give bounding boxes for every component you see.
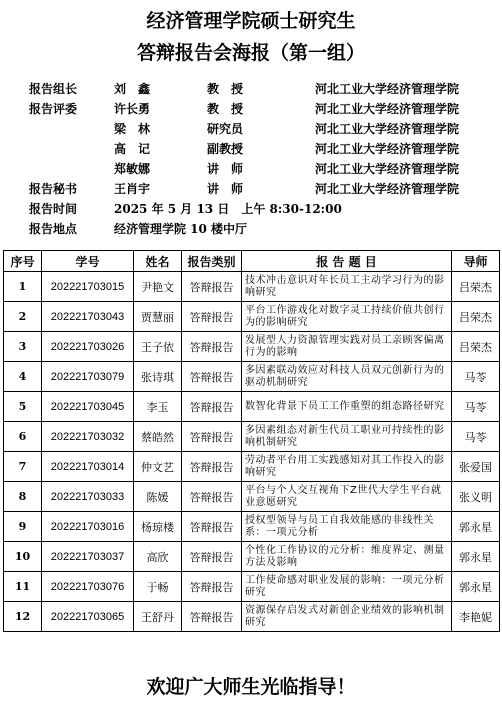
report-topic: 多因素组态对新生代员工职业可持续性的影响机制研究 — [242, 422, 452, 452]
row-number: 10 — [4, 542, 42, 572]
tutor-name: 马苓 — [452, 362, 500, 392]
time-value: 2025 年 5 月 13 日 上午 8:30-12:00 — [114, 202, 342, 216]
table-row — [4, 272, 500, 302]
table-row — [4, 512, 500, 542]
student-id: 202221703043 — [42, 302, 134, 332]
tutor-name: 马苓 — [452, 422, 500, 452]
leader-title: 教 授 — [207, 82, 244, 96]
table-row — [4, 602, 500, 632]
secretary-label: 报告秘书 — [29, 182, 78, 196]
tutor-name: 李艳妮 — [452, 602, 500, 632]
tutor-name: 吕荣杰 — [452, 302, 500, 332]
row-number: 4 — [4, 362, 42, 392]
tutor-name: 张爱国 — [452, 452, 500, 482]
report-type: 答辩报告 — [182, 302, 242, 332]
student-id: 202221703076 — [42, 572, 134, 602]
student-id: 202221703033 — [42, 482, 134, 512]
tutor-name: 郭永星 — [452, 512, 500, 542]
reviewer-row — [29, 138, 489, 158]
student-name: 李玉 — [134, 392, 182, 422]
time-row — [29, 198, 489, 218]
report-topic: 授权型领导与员工自我效能感的非线性关系：一项元分析 — [242, 512, 452, 542]
table-row — [4, 362, 500, 392]
report-type: 答辩报告 — [182, 452, 242, 482]
row-number: 7 — [4, 452, 42, 482]
student-name: 杨琼楼 — [134, 512, 182, 542]
poster-title: 经济管理学院硕士研究生 — [146, 10, 356, 32]
report-topic: 数智化背景下员工工作重塑的组态路径研究 — [242, 392, 452, 422]
reviewers-label: 报告评委 — [29, 102, 78, 116]
table-row — [4, 452, 500, 482]
row-number: 6 — [4, 422, 42, 452]
report-type: 答辩报告 — [182, 542, 242, 572]
report-type: 答辩报告 — [182, 362, 242, 392]
student-id: 202221703014 — [42, 452, 134, 482]
table-row — [4, 482, 500, 512]
location-row — [29, 218, 489, 238]
student-name: 陈媛 — [134, 482, 182, 512]
tutor-name: 吕荣杰 — [452, 332, 500, 362]
row-number: 1 — [4, 272, 42, 302]
report-topic: 个性化工作协议的元分析：维度界定、测量方法及影响 — [242, 542, 452, 572]
report-topic: 劳动者平台用工实践感知对其工作投入的影响研究 — [242, 452, 452, 482]
col-header-type: 报告类别 — [182, 251, 242, 272]
row-number: 2 — [4, 302, 42, 332]
welcome-footer: 欢迎广大师生光临指导！ — [146, 676, 356, 698]
report-topic: 平台与个人交互视角下Z世代大学生平台就业意愿研究 — [242, 482, 452, 512]
reviewer-name: 高 记 — [114, 142, 151, 156]
table-row — [4, 332, 500, 362]
student-name: 贾慧丽 — [134, 302, 182, 332]
report-type: 答辩报告 — [182, 512, 242, 542]
row-number: 11 — [4, 572, 42, 602]
col-header-id: 学号 — [42, 251, 134, 272]
secretary-org: 河北工业大学经济管理学院 — [315, 182, 460, 196]
leader-org: 河北工业大学经济管理学院 — [315, 82, 460, 96]
table-row — [4, 542, 500, 572]
location-label: 报告地点 — [29, 222, 78, 236]
student-id: 202221703037 — [42, 542, 134, 572]
student-id: 202221703026 — [42, 332, 134, 362]
col-header-name: 姓名 — [134, 251, 182, 272]
report-topic: 平台工作游戏化对数字灵工持续价值共创行为的影响研究 — [242, 302, 452, 332]
student-id: 202221703045 — [42, 392, 134, 422]
student-id: 202221703079 — [42, 362, 134, 392]
student-name: 张诗琪 — [134, 362, 182, 392]
student-id: 202221703032 — [42, 422, 134, 452]
reviewer-title: 讲 师 — [207, 162, 244, 176]
student-id: 202221703015 — [42, 272, 134, 302]
table-row — [4, 392, 500, 422]
tutor-name: 张义明 — [452, 482, 500, 512]
reviewer-title: 研究员 — [207, 122, 244, 136]
report-topic: 技术冲击意识对年长员工主动学习行为的影响研究 — [242, 272, 452, 302]
secretary-title: 讲 师 — [207, 182, 244, 196]
location-value: 经济管理学院 10 楼中厅 — [114, 222, 248, 236]
report-type: 答辩报告 — [182, 602, 242, 632]
col-header-no: 序号 — [4, 251, 42, 272]
report-type: 答辩报告 — [182, 332, 242, 362]
table-header-row — [4, 251, 500, 272]
reviewer-name: 郑敏娜 — [114, 162, 151, 176]
leader-label: 报告组长 — [29, 82, 78, 96]
reviewer-name: 梁 林 — [114, 122, 151, 136]
student-id: 202221703016 — [42, 512, 134, 542]
reviewer-title: 教 授 — [207, 102, 244, 116]
schedule-table — [3, 250, 500, 632]
report-type: 答辩报告 — [182, 422, 242, 452]
row-number: 9 — [4, 512, 42, 542]
student-name: 尹艳文 — [134, 272, 182, 302]
leader-row — [29, 78, 489, 98]
reviewer-row — [29, 98, 489, 118]
reviewer-org: 河北工业大学经济管理学院 — [315, 102, 460, 116]
col-header-topic: 报 告 题 目 — [242, 251, 452, 272]
secretary-name: 王肖宇 — [114, 182, 151, 196]
table-row — [4, 422, 500, 452]
reviewer-row — [29, 158, 489, 178]
poster-subtitle: 答辩报告会海报（第一组） — [136, 42, 365, 64]
reviewer-title: 副教授 — [207, 142, 244, 156]
table-row — [4, 302, 500, 332]
reviewer-name: 许长勇 — [114, 102, 151, 116]
reviewer-org: 河北工业大学经济管理学院 — [315, 142, 460, 156]
report-type: 答辩报告 — [182, 392, 242, 422]
student-id: 202221703065 — [42, 602, 134, 632]
table-row — [4, 572, 500, 602]
report-topic: 发展型人力资源管理实践对员工亲顾客偏离行为的影响 — [242, 332, 452, 362]
report-topic: 多因素联动效应对科技人员双元创新行为的驱动机制研究 — [242, 362, 452, 392]
report-type: 答辩报告 — [182, 572, 242, 602]
student-name: 蔡皓然 — [134, 422, 182, 452]
time-label: 报告时间 — [29, 202, 78, 216]
secretary-row — [29, 178, 489, 198]
leader-name: 刘 鑫 — [114, 82, 151, 96]
student-name: 王子依 — [134, 332, 182, 362]
row-number: 12 — [4, 602, 42, 632]
row-number: 5 — [4, 392, 42, 422]
report-type: 答辩报告 — [182, 482, 242, 512]
report-type: 答辩报告 — [182, 272, 242, 302]
student-name: 于畅 — [134, 572, 182, 602]
student-name: 王舒丹 — [134, 602, 182, 632]
reviewer-row — [29, 118, 489, 138]
reviewer-org: 河北工业大学经济管理学院 — [315, 122, 460, 136]
student-name: 仲文艺 — [134, 452, 182, 482]
row-number: 8 — [4, 482, 42, 512]
committee-info — [29, 78, 489, 238]
report-topic: 资源保存启发式对新创企业绩效的影响机制研究 — [242, 602, 452, 632]
tutor-name: 郭永星 — [452, 572, 500, 602]
row-number: 3 — [4, 332, 42, 362]
tutor-name: 郭永星 — [452, 542, 500, 572]
tutor-name: 吕荣杰 — [452, 272, 500, 302]
tutor-name: 马苓 — [452, 392, 500, 422]
reviewer-org: 河北工业大学经济管理学院 — [315, 162, 460, 176]
col-header-tutor: 导师 — [452, 251, 500, 272]
report-topic: 工作使命感对职业发展的影响：一项元分析研究 — [242, 572, 452, 602]
student-name: 高欣 — [134, 542, 182, 572]
